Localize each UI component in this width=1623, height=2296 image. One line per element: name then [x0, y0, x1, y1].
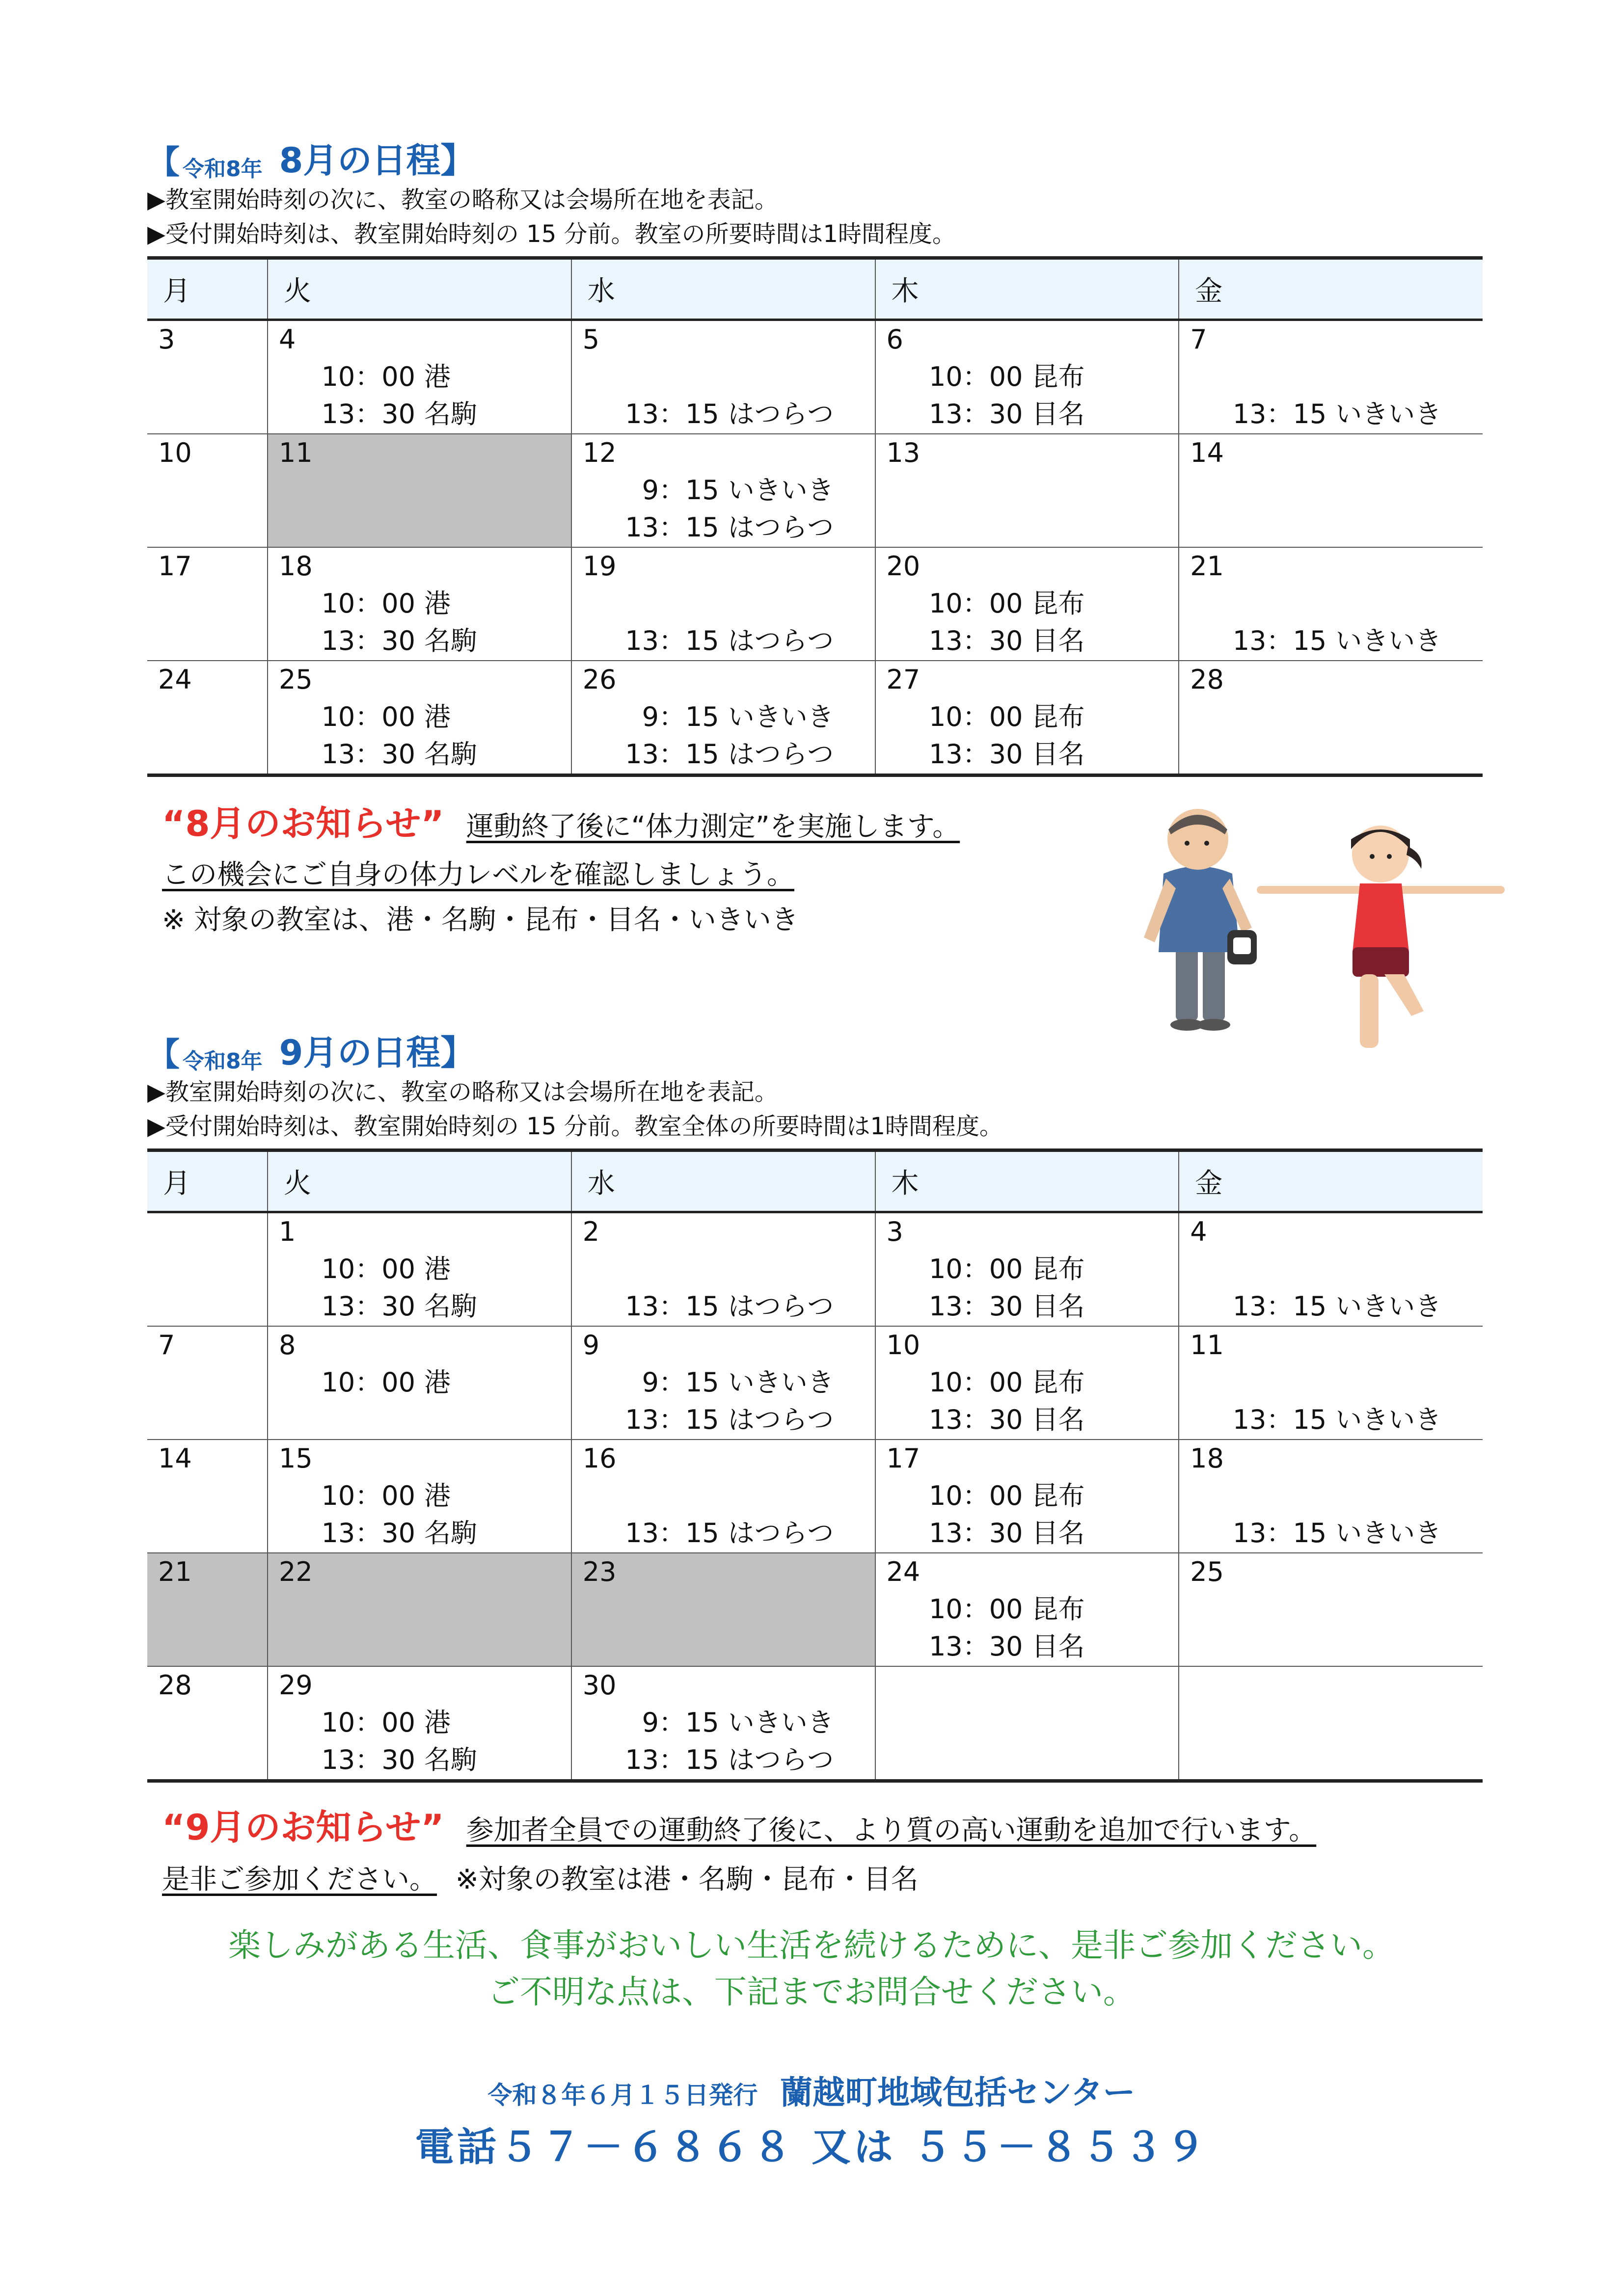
closing-line-1: 楽しみがある生活、食事がおいしい生活を続けるために、是非ご参加ください。 — [228, 1926, 1395, 1964]
calendar-header-row — [147, 258, 1483, 320]
event: 13：30 目名 — [929, 1291, 1085, 1322]
event: 13：15 いきいき — [1232, 1518, 1442, 1548]
header-thu: 木 — [875, 1150, 1179, 1212]
september-heading: 【 令和8年 9月の日程】 — [147, 1033, 475, 1074]
september-notice — [162, 1799, 1488, 1850]
event: 10：00 港 — [321, 1707, 451, 1738]
event: 13：30 名駒 — [321, 739, 477, 770]
event: 10：00 昆布 — [929, 361, 1085, 392]
event: 10：00 港 — [321, 1480, 451, 1511]
event: 9：15 いきいき — [642, 1367, 834, 1398]
event: 9：15 いきいき — [642, 1707, 834, 1738]
closed-day-cell: 11 — [268, 434, 571, 547]
august-notice-title: “8月のお知らせ” — [162, 803, 444, 844]
closed-day-cell: 22 — [268, 1553, 571, 1666]
table-row — [147, 1553, 1483, 1666]
september-notice-line2: 是非ご参加ください。 ※対象の教室は港・名駒・昆布・目名 — [162, 1864, 919, 1896]
event: 13：15 はつらつ — [625, 399, 834, 429]
day-cell — [147, 1212, 268, 1327]
event: 10：00 港 — [321, 361, 451, 392]
day-cell: 6 10：00 昆布 13：30 目名 — [875, 320, 1179, 434]
day-cell: 7 13：15 いきいき — [1179, 320, 1483, 434]
issue-date: 令和８年６月１５日発行 — [487, 2081, 758, 2109]
event: 10：00 昆布 — [929, 1594, 1085, 1625]
calendar-header-row — [147, 1150, 1483, 1212]
event: 13：15 はつらつ — [625, 625, 834, 656]
event: 13：30 目名 — [929, 1404, 1085, 1435]
august-notice-line2: この機会にご自身の体力レベルを確認しましょう。 — [162, 859, 794, 891]
day-cell: 24 10：00 昆布 13：30 目名 — [875, 1553, 1179, 1666]
header-thu: 木 — [875, 258, 1179, 320]
header-wed: 水 — [571, 258, 875, 320]
day-cell: 9 9：15 いきいき 13：15 はつらつ — [571, 1326, 875, 1440]
september-note-2: ▶受付開始時刻は、教室開始時刻の 15 分前。教室全体の所要時間は1時間程度。 — [147, 1113, 1003, 1140]
event: 13：15 いきいき — [1232, 399, 1442, 429]
organization-name: 蘭越町地域包括センター — [780, 2074, 1136, 2111]
august-heading: 【 令和8年 8月の日程】 — [147, 140, 475, 182]
event: 13：30 目名 — [929, 399, 1085, 429]
day-cell: 28 — [147, 1666, 268, 1781]
event: 13：15 はつらつ — [625, 1518, 834, 1548]
event: 13：15 いきいき — [1232, 1404, 1442, 1435]
day-cell: 21 13：15 いきいき — [1179, 547, 1483, 661]
september-section — [147, 1021, 1483, 1783]
day-cell: 30 9：15 いきいき 13：15 はつらつ — [571, 1666, 875, 1781]
table-row — [147, 434, 1483, 547]
day-cell: 26 9：15 いきいき 13：15 はつらつ — [571, 661, 875, 775]
closed-day-cell: 21 — [147, 1553, 268, 1666]
day-cell: 11 13：15 いきいき — [1179, 1326, 1483, 1440]
event: 13：30 名駒 — [321, 1518, 477, 1548]
day-cell: 4 13：15 いきいき — [1179, 1212, 1483, 1327]
day-cell: 12 9：15 いきいき 13：15 はつらつ — [571, 434, 875, 547]
day-cell: 7 — [147, 1326, 268, 1440]
day-cell: 3 10：00 昆布 13：30 目名 — [875, 1212, 1179, 1327]
september-notice-title: “9月のお知らせ” — [162, 1807, 444, 1848]
table-row — [147, 1212, 1483, 1327]
closed-day-cell: 23 — [571, 1553, 875, 1666]
event: 13：15 はつらつ — [625, 1744, 834, 1775]
event: 13：15 はつらつ — [625, 1291, 834, 1322]
event: 10：00 昆布 — [929, 1367, 1085, 1398]
day-cell: 1 10：00 港 13：30 名駒 — [268, 1212, 571, 1327]
day-cell: 13 — [875, 434, 1179, 547]
girl-balancing-icon — [1257, 826, 1505, 1048]
table-row — [147, 1440, 1483, 1553]
day-cell: 19 13：15 はつらつ — [571, 547, 875, 661]
august-section — [147, 129, 1483, 777]
august-notice-body: 運動終了後に“体力測定”を実施します。 — [466, 811, 960, 843]
day-cell: 4 10：00 港 13：30 名駒 — [268, 320, 571, 434]
man-with-dynamometer-icon — [1144, 809, 1257, 1031]
day-cell — [875, 1666, 1179, 1781]
day-cell: 14 — [1179, 434, 1483, 547]
event: 13：30 名駒 — [321, 1744, 477, 1775]
day-cell: 16 13：15 はつらつ — [571, 1440, 875, 1553]
footer-issue-line — [0, 2066, 1623, 2113]
event: 9：15 いきいき — [642, 701, 834, 732]
event: 13：30 目名 — [929, 739, 1085, 770]
day-cell: 25 10：00 港 13：30 名駒 — [268, 661, 571, 775]
event: 13：30 名駒 — [321, 399, 477, 429]
event: 9：15 いきいき — [642, 475, 834, 506]
day-cell: 24 — [147, 661, 268, 775]
day-cell: 25 — [1179, 1553, 1483, 1666]
closing-line-2: ご不明な点は、下記までお問合せください。 — [487, 1973, 1136, 2011]
august-note-2: ▶受付開始時刻は、教室開始時刻の 15 分前。教室の所要時間は1時間程度。 — [147, 220, 956, 248]
day-cell: 14 — [147, 1440, 268, 1553]
table-row — [147, 661, 1483, 775]
header-fri: 金 — [1179, 1150, 1483, 1212]
august-note-1: ▶教室開始時刻の次に、教室の略称又は会場所在地を表記。 — [147, 186, 778, 214]
september-notice-body: 参加者全員での運動終了後に、より質の高い運動を追加で行います。 — [466, 1815, 1317, 1846]
day-cell: 17 10：00 昆布 13：30 目名 — [875, 1440, 1179, 1553]
event: 13：30 目名 — [929, 625, 1085, 656]
header-mon: 月 — [147, 1150, 268, 1212]
header-wed: 水 — [571, 1150, 875, 1212]
event: 10：00 昆布 — [929, 1480, 1085, 1511]
footer-phone: 電話５７－６８６８ 又は ５５－８５３９ — [415, 2124, 1208, 2170]
event: 13：15 はつらつ — [625, 1404, 834, 1435]
table-row — [147, 320, 1483, 434]
day-cell: 27 10：00 昆布 13：30 目名 — [875, 661, 1179, 775]
event: 13：15 いきいき — [1232, 1291, 1442, 1322]
day-cell: 28 — [1179, 661, 1483, 775]
day-cell: 8 10：00 港 — [268, 1326, 571, 1440]
event: 10：00 昆布 — [929, 1254, 1085, 1284]
header-tue: 火 — [268, 1150, 571, 1212]
day-cell: 18 13：15 いきいき — [1179, 1440, 1483, 1553]
event: 10：00 港 — [321, 1254, 451, 1284]
event: 10：00 港 — [321, 588, 451, 619]
day-cell: 3 — [147, 320, 268, 434]
day-cell — [1179, 1666, 1483, 1781]
table-row — [147, 1326, 1483, 1440]
event: 13：15 はつらつ — [625, 739, 834, 770]
header-fri: 金 — [1179, 258, 1483, 320]
august-notice-line3: ※ 対象の教室は、港・名駒・昆布・目名・いきいき — [162, 904, 799, 936]
day-cell: 15 10：00 港 13：30 名駒 — [268, 1440, 571, 1553]
day-cell: 20 10：00 昆布 13：30 目名 — [875, 547, 1179, 661]
event: 10：00 昆布 — [929, 588, 1085, 619]
day-cell: 18 10：00 港 13：30 名駒 — [268, 547, 571, 661]
day-cell: 17 — [147, 547, 268, 661]
event: 13：15 いきいき — [1232, 625, 1442, 656]
event: 13：15 はつらつ — [625, 512, 834, 543]
day-cell: 29 10：00 港 13：30 名駒 — [268, 1666, 571, 1781]
event: 13：30 名駒 — [321, 1291, 477, 1322]
august-calendar — [147, 256, 1483, 777]
header-mon: 月 — [147, 258, 268, 320]
september-calendar — [147, 1148, 1483, 1783]
event: 10：00 港 — [321, 1367, 451, 1398]
event: 13：30 名駒 — [321, 625, 477, 656]
day-cell: 2 13：15 はつらつ — [571, 1212, 875, 1327]
table-row — [147, 547, 1483, 661]
event: 13：30 目名 — [929, 1631, 1085, 1662]
header-tue: 火 — [268, 258, 571, 320]
event: 10：00 昆布 — [929, 701, 1085, 732]
table-row — [147, 1666, 1483, 1781]
day-cell: 10 — [147, 434, 268, 547]
event: 10：00 港 — [321, 701, 451, 732]
day-cell: 5 13：15 はつらつ — [571, 320, 875, 434]
day-cell: 10 10：00 昆布 13：30 目名 — [875, 1326, 1179, 1440]
september-note-1: ▶教室開始時刻の次に、教室の略称又は会場所在地を表記。 — [147, 1078, 778, 1106]
event: 13：30 目名 — [929, 1518, 1085, 1548]
